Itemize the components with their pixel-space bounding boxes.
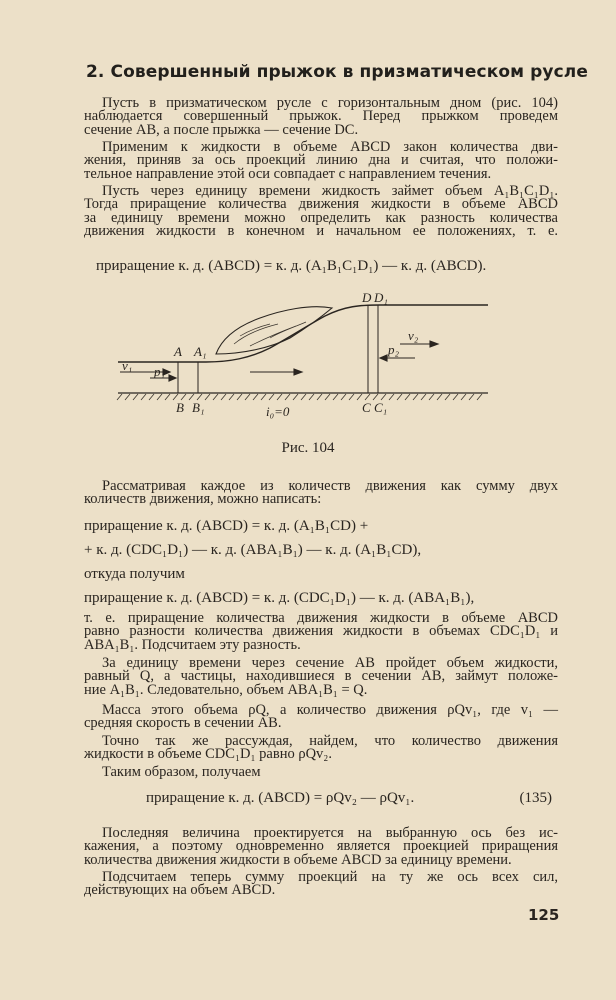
- text-line: количеств движения, можно написать:: [84, 491, 322, 508]
- label-d1: D₁: [374, 290, 388, 305]
- label-c1: C₁: [374, 400, 388, 415]
- equation-2b: + к. д. (CDC₁D₁) — к. д. (ABA₁B₁) — к. д. (A₁B₁CD),: [84, 542, 422, 558]
- label-c: C: [362, 400, 371, 415]
- equation-2c: откуда получим: [84, 566, 185, 582]
- paragraph-10: [84, 827, 558, 867]
- text-line: сечение AB, а после прыжка — сечение DC.: [84, 121, 359, 138]
- text-line: Точно так же рассуждая, найдем, что количество движения: [102, 733, 558, 749]
- equation-3: приращение к. д. (ABCD) = к. д. (CDC₁D₁) — к. д. (ABA₁B₁),: [84, 590, 475, 606]
- equation-1: приращение к. д. (ABCD) = к. д. (A₁B₁C₁D₁) — к. д. (ABCD).: [96, 258, 487, 274]
- equation-number: (135): [519, 790, 552, 806]
- paragraph-11: [84, 871, 558, 898]
- text-line: За единицу времени через сечение AB пройдет объем жидкости,: [102, 655, 558, 671]
- text-line: Масса этого объема ρQ, а количество движения ρQv₁, где v₁ —: [102, 702, 558, 718]
- jump-roller: [216, 307, 332, 354]
- text-line: Тогда приращение количества движения жидкости в объеме ABCD: [84, 196, 558, 213]
- paragraph-6: [84, 657, 558, 697]
- equation-2a: приращение к. д. (ABCD) = к. д. (A₁B₁CD) +: [84, 518, 369, 534]
- text-line: жения, приняв за ось проекций линию дна и считая, что положи-: [84, 152, 558, 169]
- label-v2: v₂: [408, 328, 419, 343]
- figure-104: [110, 288, 500, 428]
- text-line: Таким образом, получаем: [102, 764, 261, 780]
- text-line: средняя скорость в сечении AB.: [84, 715, 282, 732]
- label-a: A: [174, 344, 182, 359]
- paragraph-9: [84, 766, 558, 779]
- label-p1: p₁: [154, 364, 166, 379]
- text-line: количества движения жидкости в объеме ABCD за единицу времени.: [84, 851, 512, 868]
- bottom-hatching: [117, 394, 482, 400]
- text-line: т. е. приращение количества движения жидкости в объеме ABCD: [84, 610, 558, 626]
- text-line: Последняя величина проектируется на выбранную ось без ис-: [102, 825, 558, 841]
- text-line: наблюдается совершенный прыжок. Перед прыжком проведем: [84, 108, 558, 125]
- page-number: 125: [528, 906, 560, 924]
- text-line: ABA₁B₁. Подсчитаем эту разность.: [84, 636, 301, 653]
- paragraph-4: [84, 480, 558, 507]
- paragraph-7: [84, 704, 558, 731]
- text-line: действующих на объем ABCD.: [84, 882, 276, 899]
- text-line: Рассматривая каждое из количеств движения как сумму двух: [102, 478, 558, 494]
- text-line: тельное направление этой оси совпадает с направлением течения.: [84, 165, 492, 182]
- text-line: кажения, а поэтому одновременно является проекцией приращения: [84, 838, 558, 855]
- label-b1: B₁: [192, 400, 205, 415]
- paragraph-3: [84, 185, 558, 238]
- label-a1: A₁: [194, 344, 207, 359]
- text-line: Пусть в призматическом русле с горизонтальным дном (рис. 104): [102, 95, 558, 111]
- paragraph-8: [84, 735, 558, 762]
- paragraph-2: [84, 141, 558, 181]
- paragraph-1: [84, 97, 558, 137]
- figure-caption: Рис. 104: [281, 440, 335, 456]
- text-line: Применим к жидкости в объеме ABCD закон количества дви-: [102, 139, 558, 155]
- paragraph-5: [84, 612, 558, 652]
- text-line: ние A₁B₁. Следовательно, объем ABA₁B₁ = Q.: [84, 681, 368, 698]
- text-line: жидкости в объеме CDC₁D₁ равно ρQv₂.: [84, 746, 332, 763]
- text-line: равно разности количества движения жидкости в объемах CDC₁D₁ и: [84, 623, 558, 640]
- label-i0: i₀=0: [266, 404, 290, 419]
- label-v1: v₁: [122, 358, 133, 373]
- label-p2: p₂: [388, 342, 400, 357]
- text-line: движения жидкости в конечном и начальном ее положениях, т. е.: [84, 222, 558, 239]
- section-heading: 2. Совершенный прыжок в призматическом русле: [86, 62, 588, 82]
- text-line: Пусть через единицу времени жидкость займет объем A₁B₁C₁D₁.: [102, 183, 558, 199]
- text-line: равный Q, а частицы, находившиеся в сечении AB, займут положе-: [84, 668, 558, 685]
- text-line: за единицу времени можно определить как разность количества: [84, 209, 558, 226]
- label-b: B: [176, 400, 184, 415]
- label-d: D: [362, 290, 372, 305]
- text-line: Подсчитаем теперь сумму проекций на ту же ось всех сил,: [102, 869, 558, 885]
- equation-4: приращение к. д. (ABCD) = ρQv₂ — ρQv₁.: [146, 790, 415, 806]
